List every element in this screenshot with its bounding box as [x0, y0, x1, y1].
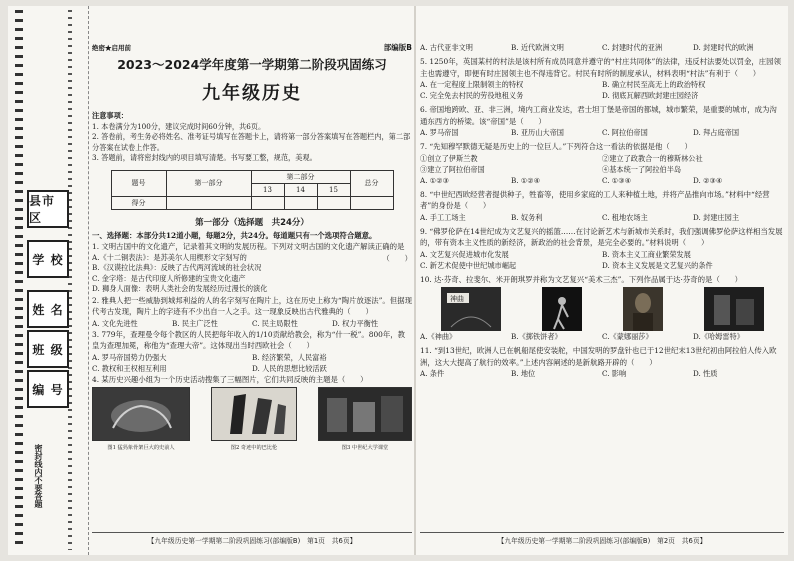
q11-answer-paren[interactable]: （ ） [627, 357, 657, 367]
q7-option-a: A. ①②③ [420, 175, 450, 185]
q2-option-d: D. 权力平衡性 [332, 318, 379, 328]
q4-option-d: D. 封建时代的欧洲 [693, 43, 754, 52]
q10-option-d: D.《哈姆雷特》 [693, 332, 744, 341]
binding-strip [8, 6, 89, 555]
q10-option-b: B.《掷铁饼者》 [511, 332, 562, 341]
q1-option-b: B.《汉谟拉比法典》：反映了古代两河流域的社会状况 [92, 263, 262, 272]
note-2: 2. 答卷前，考生务必将姓名、准考证号填写在答题卡上，请将第一部分答案填写在答题栏内，第二部分答案在试卷上作答。 [92, 132, 411, 152]
q1-option-c: C. 金字塔：是古代印度人所修建的宝贵文化遗产 [92, 273, 246, 283]
q7-item-3: ③建立了阿拉伯帝国 [420, 164, 485, 174]
notes-label: 注意事项： [92, 111, 128, 120]
q7-item-1: ①创立了伊斯兰教 [420, 153, 478, 163]
q2-option-c: C. 民主局限性 [252, 318, 298, 328]
score-sub-15: 15 [317, 183, 350, 196]
q7-item-2: ②建立了政教合一的穆斯林公社 [602, 153, 703, 163]
q4-figure-1 [92, 387, 190, 452]
q9-option-b: B. 资本主义工商业繁荣发展 [602, 249, 691, 259]
q11-option-a: A. 条件 [420, 369, 445, 378]
question-4 [92, 374, 412, 453]
q6-option-c: C. 阿拉伯帝国 [602, 128, 648, 137]
painting-c-icon [623, 287, 663, 331]
q2-option-a: A. 文化先进性 [92, 318, 138, 328]
score-cell[interactable] [166, 196, 251, 209]
q8-option-d: D. 封建庄园主 [693, 212, 740, 222]
q9-option-a: A. 文艺复兴促进城市化发展 [420, 249, 509, 259]
q11-option-d: D. 性质 [693, 369, 718, 378]
score-col-part1: 第一部分 [166, 170, 251, 196]
q8-answer-paren[interactable]: （ ） [460, 201, 491, 210]
question-1 [92, 241, 412, 295]
score-cell[interactable] [251, 196, 284, 209]
q6-option-a: A. 罗马帝国 [420, 128, 459, 137]
note-3: 3. 答题前，请将密封线内的项目填写清楚。书写要工整，规范，美观。 [92, 153, 317, 162]
q2-option-b: B. 民主广泛性 [172, 318, 218, 328]
score-sub-14: 14 [284, 183, 317, 196]
question-11 [420, 345, 784, 379]
field-class: 班 级 [27, 330, 69, 368]
q4-options [420, 42, 784, 53]
q1-stem: 1. 文明古国中的文化遗产，记录着其文明的发展历程。下列对文明古国的文化遗产解读正确的是 [92, 242, 405, 251]
question-6 [420, 104, 784, 138]
painting-b-icon [542, 287, 582, 331]
q5-option-d: D. 彻底瓦解西欧封建庄园经济 [602, 91, 699, 100]
q10-option-c: C.《蒙娜丽莎》 [602, 332, 653, 341]
q4-caption-3: 图3 中世纪大学课堂 [341, 445, 389, 451]
exam-title: 2023～2024学年度第一学期第二阶段巩固练习 [117, 57, 387, 72]
q10-answer-paren[interactable]: （ ） [712, 274, 743, 284]
seal-note: 密封线内不要答题 [34, 444, 43, 508]
q4-caption-1: 图1 猛犸象骨架巨大的史前人 [107, 445, 175, 451]
seal-dash-line-inner [68, 10, 72, 550]
q8-option-b: B. 奴务利 [511, 212, 543, 222]
q11-option-c: C. 影响 [602, 369, 627, 378]
q5-stem: 5. 1250年，英国某村的村法是该村所有成员同意并遵守的“村庄共同体”的法律，违反村法要处以罚金，庄园领主也需遵守，即便有时庄园领主也不得违背它。村民有时所的制度承认，材料表明“村法”有利于 [420, 57, 781, 78]
score-table [111, 170, 394, 210]
instruction: 一、选择题：本部分共12道小题，每题2分，共24分。每道题只有一个选项符合题意。 [92, 230, 377, 240]
question-5 [420, 56, 784, 101]
seal-dash-line [15, 10, 23, 550]
q1-answer-paren[interactable]: （ ） [382, 253, 412, 263]
q3-stem: 3. 779年，查理曼令每个教区的人民把每年收入的1/10贡献给教会，称为“什一税”。800年，教皇为查理加冕，称他为“查理大帝”。这体现出当时西欧社会 [92, 329, 406, 350]
q7-option-d: D. ②③④ [693, 175, 723, 185]
field-number: 编 号 [27, 370, 69, 408]
q3-option-a: A. 罗马帝国势力仍强大 [92, 352, 167, 362]
notes-block [92, 111, 412, 164]
exam-sheet [8, 6, 788, 555]
question-3 [92, 329, 412, 374]
q10-option-a: A.《神曲》 [420, 332, 457, 341]
q7-stem: 7. “先知穆罕默德无疑是历史上的一位巨人。”下列符合这一看法的依据是他 [420, 142, 663, 151]
field-school: 学 校 [27, 240, 69, 278]
painting-a-title: 神曲 [449, 295, 464, 303]
q3-option-d: D. 人民的思想比较活跃 [252, 363, 327, 373]
q7-item-4: ④基本统一了阿拉伯半岛 [602, 164, 682, 174]
q6-answer-paren[interactable]: （ ） [516, 116, 546, 126]
q4-figure-3 [318, 387, 412, 452]
page-2-footer: 【九年级历史第一学期第二阶段巩固练习(部编版B) 第2页 共6页】 [420, 532, 784, 545]
page-1 [92, 6, 412, 555]
page-gutter [414, 6, 416, 555]
note-1: 1. 本卷满分为100分，建议完成时间60分钟，共6页。 [92, 121, 266, 131]
question-7 [420, 141, 784, 186]
section-heading: 第一部分（选择题 共24分） [195, 217, 309, 228]
mammoth-photo-icon [92, 387, 190, 441]
q9-answer-paren[interactable]: （ ） [678, 238, 709, 247]
page-2 [420, 6, 784, 555]
question-9 [420, 226, 784, 271]
edition-badge: 部编版B [383, 43, 412, 52]
q5-option-a: A. 在一定程度上限制领主的特权 [420, 80, 524, 89]
q8-option-c: C. 租地农场主 [602, 212, 648, 222]
classroom-photo-icon [318, 387, 412, 441]
score-col-label: 题号 [111, 170, 166, 196]
page-1-footer: 【九年级历史第一学期第二阶段巩固练习(部编版B) 第1页 共6页】 [92, 532, 412, 545]
q4-answer-paren[interactable]: （ ） [337, 374, 368, 384]
q2-stem: 2. 雅典人把一些威胁到城邦利益的人的名字刻写在陶片上，这在历史上称为“陶片放逐法”。但据现代考古发现，陶片上的字迹有不少出自一人之手。这一现象反映出古代雅典的 [92, 295, 412, 316]
question-2 [92, 295, 412, 329]
q4-option-c: C. 封建时代的亚洲 [602, 43, 663, 52]
q1-option-d: D. 狮身人面像：表明人类社会的发展经历过漫长的演化 [92, 284, 268, 293]
secret-label: 绝密★启用前 [92, 44, 131, 52]
q5-answer-paren[interactable]: （ ） [730, 68, 761, 78]
babylon-photo-icon [211, 387, 297, 441]
q3-option-b: B. 经济繁荣，人民富裕 [252, 352, 327, 362]
q9-stem: 9. “佛罗伦萨在14世纪成为文艺复兴的摇篮……在讨论新艺术与新城市关系时，我们强调佛罗伦萨这样相当发展的，带有资本主义性质的新经济，新政治的社会背景，是完全必要的。”材料说明 [420, 226, 783, 247]
q10-stem: 10. 达·芬奇、拉斐尔、米开朗琪罗并称为文艺复兴“美术三杰”。下列作品属于达·芬奇的是 [420, 274, 713, 284]
score-col-total: 总分 [350, 170, 393, 196]
q11-stem: 11. “到13世纪，欧洲人已在帆船尾使安装舵，中国发明的罗盘针也已于12世纪末13世纪初由阿拉伯人传入欧洲，这大大提高了航行的效率。”上述内容阐述的是新航路开辟的 [420, 346, 777, 367]
score-cell[interactable] [284, 196, 317, 209]
score-row-label: 得分 [111, 196, 166, 209]
q8-stem: 8. “中世纪西欧经营者提供种子，牲畜等，使用乡家庭的工人来种植土地，并将产品推向市场。”材料中“经营者”的身份是 [420, 189, 770, 210]
score-sub-13: 13 [251, 183, 284, 196]
painting-d-icon [704, 287, 764, 331]
q7-option-b: B. ①②④ [511, 175, 541, 185]
q3-answer-paren[interactable]: （ ） [284, 341, 314, 350]
q6-stem: 6. 帝国地跨欧、亚、非三洲，境内工商业发达，君士坦丁堡是帝国的都城，城市繁荣，是重要的城市，成为沟通东西方的桥梁。该“帝国”是 [420, 105, 777, 126]
q7-answer-paren[interactable]: （ ） [662, 142, 692, 151]
q9-option-d: D. 资本主义发展是文艺复兴的条件 [602, 260, 713, 270]
q4-figure-2 [211, 387, 297, 452]
q2-answer-paren[interactable]: （ ） [343, 307, 373, 316]
q4-stem: 4. 某历史兴趣小组为一个历史活动搜集了三幅图片，它们共同反映的主题是 [92, 374, 338, 384]
q5-option-b: B. 确立村民至高无上的政治特权 [602, 80, 706, 89]
q6-option-d: D. 拜占庭帝国 [693, 128, 740, 137]
q6-option-b: B. 亚历山大帝国 [511, 128, 564, 137]
score-col-part2: 第二部分 [251, 170, 350, 183]
q4-caption-2: 图2 奇迹中的巴比伦 [230, 445, 278, 451]
field-county: 县市区 [27, 190, 69, 228]
q1-option-a: A.《十二铜表法》：是苏美尔人用楔形文字刻写的 [92, 252, 247, 262]
q5-option-c: C. 完全免去村民的劳役地租义务 [420, 91, 524, 100]
field-name: 姓 名 [27, 290, 69, 328]
q3-option-c: C. 教权和王权相互利用 [92, 363, 167, 373]
question-10 [420, 274, 784, 343]
question-8 [420, 189, 784, 223]
score-cell[interactable] [350, 196, 393, 209]
q11-option-b: B. 地位 [511, 369, 536, 378]
painting-a-icon [441, 287, 501, 331]
q7-option-c: C. ①③④ [602, 175, 632, 185]
q8-option-a: A. 手工工场主 [420, 212, 466, 222]
score-cell[interactable] [317, 196, 350, 209]
subject-title: 九年级历史 [202, 83, 302, 104]
q4-option-a: A. 古代亚非文明 [420, 43, 473, 52]
q9-option-c: C. 新艺术促使中世纪城市崛起 [420, 260, 517, 270]
q4-option-b: B. 近代欧洲文明 [511, 43, 564, 52]
